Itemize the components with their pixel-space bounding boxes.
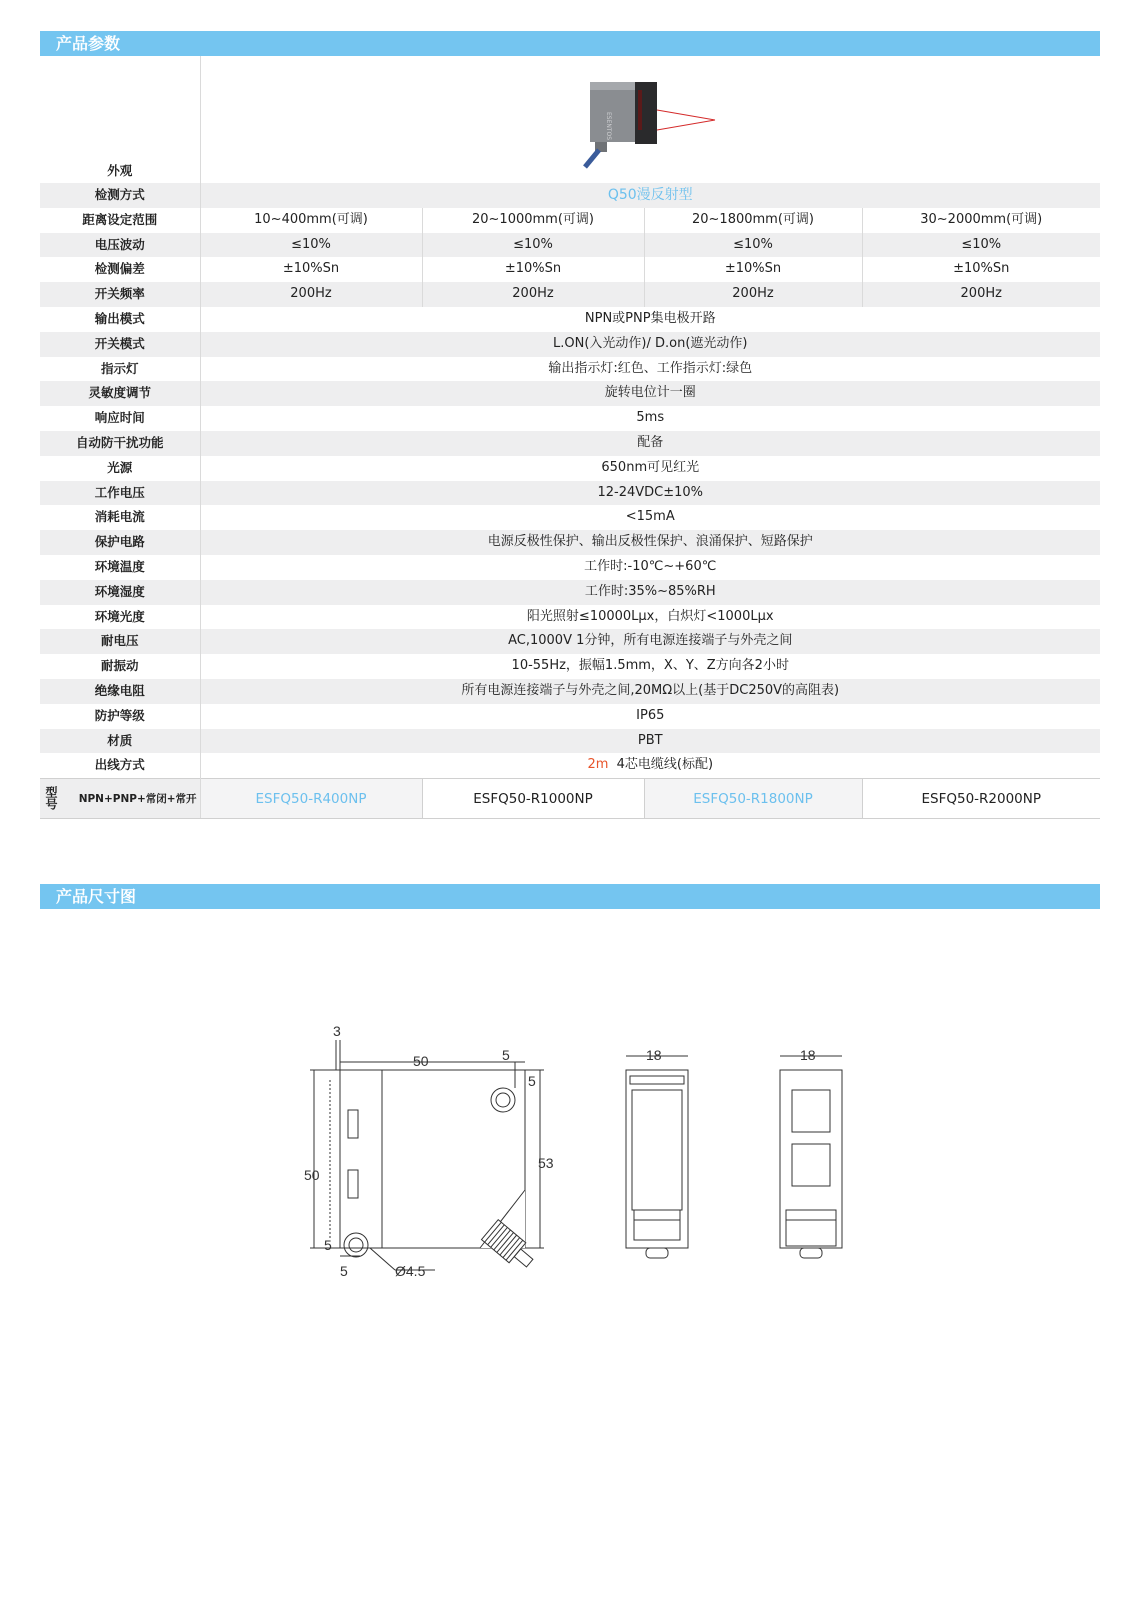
error-value: ±10%Sn (422, 257, 644, 282)
dim-label: 5 (528, 1073, 536, 1089)
model-name: ESFQ50-R2000NP (862, 779, 1100, 819)
spec-label: 距离设定范围 (40, 208, 200, 233)
spec-label: 输出模式 (40, 307, 200, 332)
dim-label: 5 (340, 1263, 348, 1279)
spec-label: 环境湿度 (40, 580, 200, 605)
spec-value: 5ms (636, 410, 665, 426)
spec-label: 响应时间 (40, 406, 200, 431)
spec-value: IP65 (636, 707, 665, 723)
freq-value: 200Hz (862, 282, 1100, 307)
product-image (575, 72, 725, 177)
freq-value: 200Hz (200, 282, 422, 307)
error-value: ±10%Sn (644, 257, 862, 282)
ripple-value: ≤10% (422, 233, 644, 258)
dim-label: 18 (646, 1047, 662, 1063)
model-label-cell (40, 779, 200, 819)
spec-label: 出线方式 (40, 753, 200, 778)
wiring-length: 2m (587, 757, 609, 773)
spec-value: 电源反极性保护、输出反极性保护、浪涌保护、短路保护 (200, 530, 1100, 555)
spec-label: 灵敏度调节 (40, 381, 200, 406)
spec-value: L.ON(入光动作)/ D.on(遮光动作) (200, 332, 1100, 357)
spec-value: 10-55Hz，振幅1.5mm，X、Y、Z方向各2小时 (511, 658, 789, 674)
spec-value: 输出指示灯:红色、工作指示灯:绿色 (548, 360, 753, 376)
spec-label: 绝缘电阻 (40, 679, 200, 704)
spec-value: 旋转电位计一圈 (200, 381, 1100, 406)
model-name: ESFQ50-R1000NP (422, 779, 644, 819)
spec-value: 阳光照射≤10000Lμx，白炽灯<1000Lμx (526, 608, 774, 624)
dimension-drawing (300, 1020, 880, 1280)
ripple-value: ≤10% (862, 233, 1100, 258)
model-side-label: 型号 (44, 786, 58, 811)
spec-label: 检测偏差 (40, 257, 200, 282)
ripple-value: ≤10% (200, 233, 422, 258)
spec-value: 工作时:-10℃~+60℃ (584, 558, 717, 574)
spec-label: 外观 (40, 56, 200, 183)
dim-label: 3 (333, 1023, 341, 1039)
svg-text:ESENTOS: ESENTOS (605, 112, 613, 141)
range-value: 20~1000mm(可调) (422, 208, 644, 233)
spec-label: 光源 (40, 456, 200, 481)
model-name: ESFQ50-R1800NP (644, 779, 862, 819)
dim-label: Ø4.5 (395, 1263, 426, 1279)
spec-label: 材质 (40, 729, 200, 754)
model-name: ESFQ50-R400NP (200, 779, 422, 819)
dim-label: 5 (324, 1237, 332, 1253)
spec-label: 检测方式 (40, 183, 200, 208)
spec-label: 消耗电流 (40, 505, 200, 530)
spec-value: 配备 (200, 431, 1100, 456)
spec-label: 开关频率 (40, 282, 200, 307)
detection-method-value: Q50漫反射型 (200, 183, 1100, 208)
range-value: 30~2000mm(可调) (862, 208, 1100, 233)
freq-value: 200Hz (644, 282, 862, 307)
error-value: ±10%Sn (862, 257, 1100, 282)
error-value: ±10%Sn (282, 261, 340, 277)
spec-label: 指示灯 (40, 357, 200, 382)
dim-label: 50 (304, 1167, 320, 1183)
spec-label: 开关模式 (40, 332, 200, 357)
ripple-value: ≤10% (644, 233, 862, 258)
spec-label: 耐振动 (40, 654, 200, 679)
dim-label: 18 (800, 1047, 816, 1063)
spec-label: 防护等级 (40, 704, 200, 729)
spec-label: 工作电压 (40, 481, 200, 506)
model-type-label: NPN+PNP+常闭+常开 (78, 793, 197, 806)
freq-value: 200Hz (422, 282, 644, 307)
range-value: 20~1800mm(可调) (644, 208, 862, 233)
spec-label: 环境光度 (40, 605, 200, 630)
product-image-cell (200, 56, 1100, 183)
range-value: 10~400mm(可调) (254, 211, 368, 227)
spec-value: <15mA (625, 509, 675, 525)
spec-value: 工作时:35%~85%RH (200, 580, 1100, 605)
spec-label: 耐电压 (40, 629, 200, 654)
section-title-params: 产品参数 (40, 31, 1100, 56)
spec-label: 保护电路 (40, 530, 200, 555)
spec-value: 650nm可见红光 (601, 459, 700, 475)
dim-label: 53 (538, 1155, 554, 1171)
spec-value: AC,1000V 1分钟，所有电源连接端子与外壳之间 (200, 629, 1100, 654)
spec-value: PBT (200, 729, 1100, 754)
dim-label: 5 (502, 1047, 510, 1063)
section-title-dimensions: 产品尺寸图 (40, 884, 1100, 909)
spec-value: NPN或PNP集电极开路 (584, 310, 716, 326)
spec-table (40, 56, 1100, 819)
spec-value: 所有电源连接端子与外壳之间,20MΩ以上(基于DC250V的高阻表) (200, 679, 1100, 704)
spec-label: 电压波动 (40, 233, 200, 258)
spec-label: 自动防干扰功能 (40, 431, 200, 456)
wiring-desc: 4芯电缆线(标配) (616, 757, 714, 773)
spec-label: 环境温度 (40, 555, 200, 580)
wiring-value (200, 753, 1100, 778)
dim-label: 50 (413, 1053, 429, 1069)
spec-value: 12-24VDC±10% (200, 481, 1100, 506)
